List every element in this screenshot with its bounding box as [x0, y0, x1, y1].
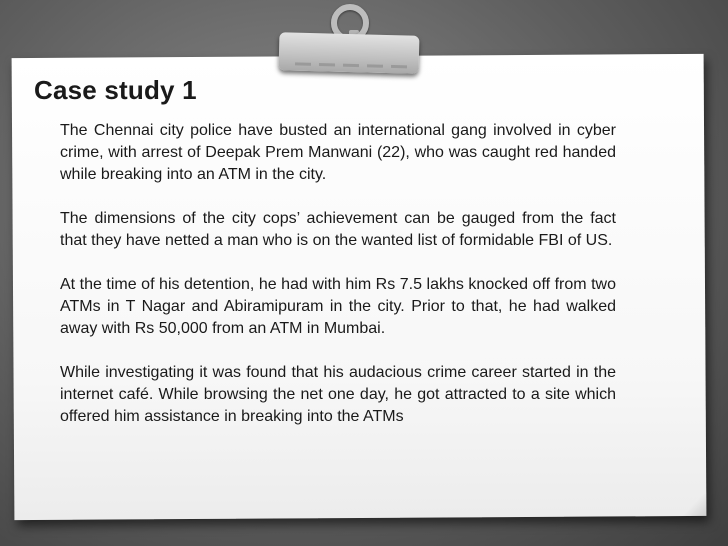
paragraph: The dimensions of the city cops’ achievement can be gauged from the fact that they have netted a man who is on the wanted list of formidable FBI of US.: [60, 210, 616, 249]
slide-title: Case study 1: [34, 75, 197, 105]
slide-body: [60, 120, 616, 428]
paragraph: At the time of his detention, he had with him Rs 7.5 lakhs knocked off from two ATMs in T Nagar and Abiramipuram in the city. Prior to that, he had walked away with Rs 50,000 from an ATM in Mumbai.: [60, 276, 616, 337]
paragraph: While investigating it was found that his audacious crime career started in the internet café. While browsing the net one day, he got attracted to a site which offered him assistance in breaking into the ATMs: [60, 364, 616, 425]
paragraph: The Chennai city police have busted an international gang involved in cyber crime, with arrest of Deepak Prem Manwani (22), who was caught red handed while breaking into an ATM in the city.: [60, 122, 616, 183]
